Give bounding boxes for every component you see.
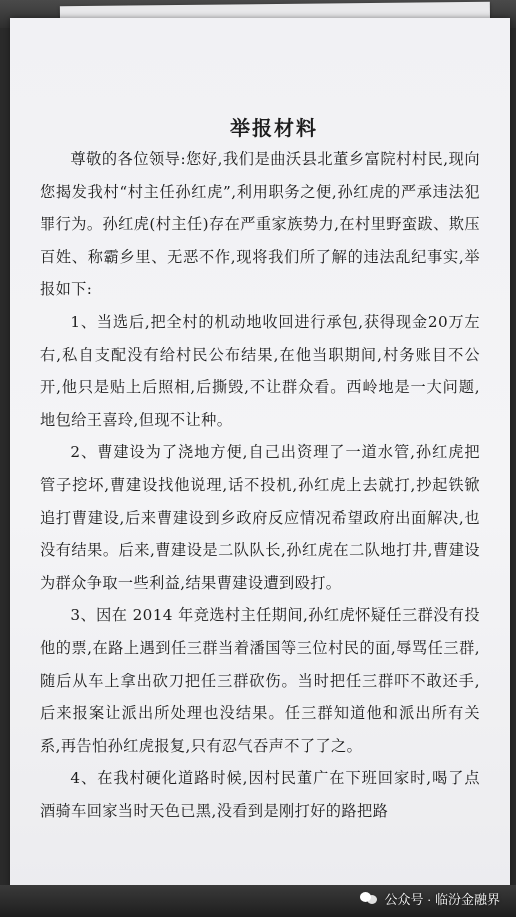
paragraph-item-2: 2、曹建设为了浇地方便,自己出资理了一道水管,孙红虎把管子挖坏,曹建设找他说理,话不投机,孙红虎上去就打,抄起铁锨追打曹建设,后来曹建设到乡政府反应情况希望政府出面解决,也没有结果。后来,曹建设是二队队长,孙红虎在二队地打井,曹建设为群众争取一些利益,结果曹建设遭到殴打。 — [40, 443, 480, 592]
document-title: 举报材料 — [230, 116, 318, 140]
paragraph-greeting: 尊敬的各位领导:您好,我们是曲沃县北董乡富院村村民,现向您揭发我村“村主任孙红虎”,利用职务之便,孙红虎的严承违法犯罪行为。孙红虎(村主任)存在严重家族势力,在村里野蛮跋、欺压百姓、称霸乡里、无恶不作,现将我们所了解的违法乱纪事实,举报如下: — [40, 150, 480, 299]
paragraph-item-3: 3、因在 2014 年竞选村主任期间,孙红虎怀疑任三群没有投他的票,在路上遇到任三群当着潘国等三位村民的面,辱骂任三群,随后从车上拿出砍刀把任三群砍伤。当时把任三群吓不敢还手,后来报案让派出所处理也没结果。任三群知道他和派出所有关系,再告怕孙红虎报复,只有忍气吞声不了了之。 — [40, 606, 480, 755]
wechat-icon — [360, 891, 378, 905]
paragraph-item-4: 4、在我村硬化道路时候,因村民董广在下班回家时,喝了点酒骑车回家当时天色已黑,没看到是刚打好的路把路 — [40, 769, 480, 820]
document-body — [40, 112, 480, 827]
paragraph-item-1: 1、当选后,把全村的机动地收回进行承包,获得现金20万左右,私自支配没有给村民公布结果,在他当职期间,村务账目不公开,他只是贴上后照相,后撕毁,不让群众看。西岭地是一大问题,地包给王喜玲,但现不让种。 — [40, 312, 480, 429]
watermark — [360, 886, 500, 910]
watermark-text: 公众号 · 临汾金融界 — [384, 891, 500, 907]
